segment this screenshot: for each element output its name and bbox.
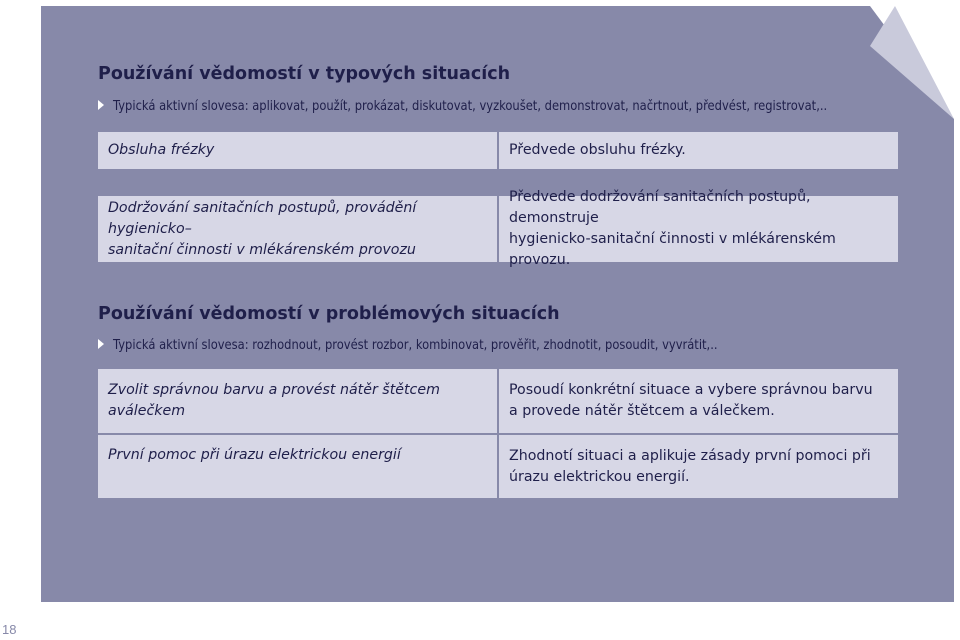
row-skill: Zvolit správnou barvu a provést nátěr štětcem aválečkem: [98, 369, 497, 433]
section1-title: Používání vědomostí v typových situacích: [98, 64, 511, 84]
row-skill: Obsluha frézky: [98, 132, 497, 169]
section1-row-1: [98, 132, 898, 169]
section2-verbs: Typická aktivní slovesa: rozhodnout, provést rozbor, kombinovat, prověřit, zhodnotit, posoudit, vyvrátit,..: [113, 338, 718, 353]
section2-title: Používání vědomostí v problémových situacích: [98, 304, 560, 324]
section1-verbs: Typická aktivní slovesa: aplikovat, použít, prokázat, diskutovat, vyzkoušet, demonstrovat, načrtnout, předvést, registrovat,..: [113, 99, 828, 114]
row-outcome: Předvede obsluhu frézky.: [499, 132, 898, 169]
section2-row-1: [98, 369, 898, 433]
row-outcome: Předvede dodržování sanitačních postupů, demonstruje hygienicko-sanitační činnosti v mlékárenském provozu.: [499, 196, 898, 262]
row-outcome: Zhodnotí situaci a aplikuje zásady první pomoci při úrazu elektrickou energií.: [499, 435, 898, 498]
page-number: 18: [2, 622, 17, 637]
section2-verbs-line: [98, 338, 816, 353]
section1-row-2: [98, 189, 898, 268]
bullet-arrow-icon: [98, 339, 104, 349]
section2-row-2: [98, 435, 898, 498]
bullet-arrow-icon: [98, 100, 104, 110]
section1-verbs-line: [98, 99, 943, 114]
row-outcome: Posoudí konkrétní situace a vybere správnou barvu a provede nátěr štětcem a válečkem.: [499, 369, 898, 433]
row-skill: První pomoc při úrazu elektrickou energií: [98, 435, 497, 498]
row-skill: Dodržování sanitačních postupů, provádění hygienicko– sanitační činnosti v mlékárenském provozu: [98, 196, 497, 262]
